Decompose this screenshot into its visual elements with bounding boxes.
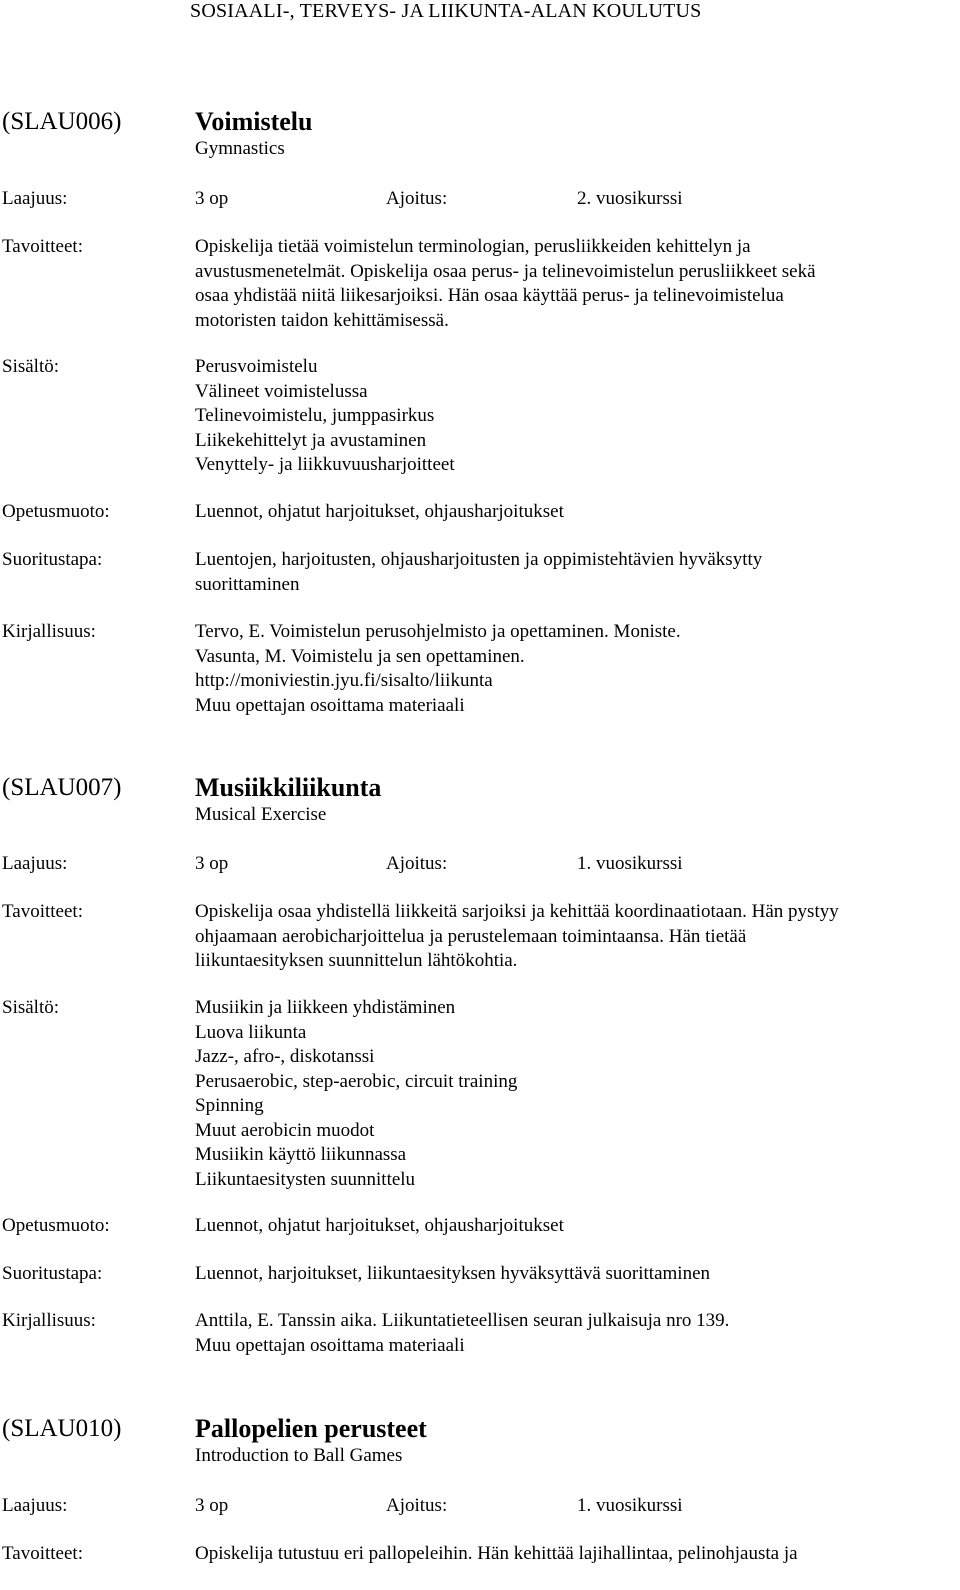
text-line: osaa yhdistää niitä liikesarjoiksi. Hän osaa käyttää perus- ja telinevoimistelua — [195, 285, 784, 306]
course-code: (SLAU006) — [2, 108, 122, 135]
literature-link[interactable]: http://moniviestin.jyu.fi/sisalto/liikunta — [195, 670, 493, 691]
laajuus-value: 3 op — [195, 853, 229, 874]
opetusmuoto-label: Opetusmuoto: — [2, 501, 110, 522]
suoritustapa-label: Suoritustapa: — [2, 549, 103, 570]
course-title: Pallopelien perusteet — [195, 1414, 427, 1443]
sisalto-list — [195, 355, 960, 478]
laajuus-label: Laajuus: — [2, 1495, 68, 1516]
course-subtitle: Musical Exercise — [195, 804, 327, 825]
list-item: Perusvoimistelu — [195, 356, 318, 377]
text-line: Opiskelija tutustuu eri pallopeleihin. Hän kehittää lajihallintaa, pelinohjausta ja — [195, 1543, 798, 1564]
literature-item: Vasunta, M. Voimistelu ja sen opettaminen. — [195, 645, 525, 667]
opetusmuoto-value: Luennot, ohjatut harjoitukset, ohjausharjoitukset — [195, 1215, 564, 1236]
tavoitteet-text — [195, 235, 960, 333]
ajoitus-label: Ajoitus: — [386, 188, 448, 209]
tavoitteet-label: Tavoitteet: — [2, 901, 83, 922]
text-line: Luennot, harjoitukset, liikuntaesityksen hyväksyttävä suorittaminen — [195, 1263, 711, 1284]
list-item: Musiikin käyttö liikunnassa — [195, 1144, 407, 1165]
tavoitteet-label: Tavoitteet: — [2, 236, 83, 257]
ajoitus-label: Ajoitus: — [386, 1495, 448, 1516]
sisalto-list — [195, 996, 960, 1192]
list-item: Liikekehittelyt ja avustaminen — [195, 429, 427, 451]
kirjallisuus-list — [195, 1309, 960, 1358]
kirjallisuus-label: Kirjallisuus: — [2, 1310, 96, 1331]
opetusmuoto-value: Luennot, ohjatut harjoitukset, ohjausharjoitukset — [195, 501, 564, 522]
ajoitus-value: 1. vuosikurssi — [577, 853, 683, 874]
course-title: Voimistelu — [195, 107, 313, 136]
list-item: Telinevoimistelu, jumppasirkus — [195, 405, 435, 426]
laajuus-label: Laajuus: — [2, 188, 68, 209]
text-line: ohjaamaan aerobicharjoittelua ja perustelemaan toimintaansa. Hän tietää — [195, 925, 747, 947]
opetusmuoto-label: Opetusmuoto: — [2, 1215, 110, 1236]
list-item: Spinning — [195, 1095, 264, 1116]
kirjallisuus-list — [195, 620, 960, 718]
sisalto-label: Sisältö: — [2, 356, 60, 377]
list-item: Luova liikunta — [195, 1021, 307, 1043]
list-item: Jazz-, afro-, diskotanssi — [195, 1046, 375, 1067]
literature-item: Tervo, E. Voimistelun perusohjelmisto ja opettaminen. Moniste. — [195, 621, 681, 642]
text-line: Opiskelija tietää voimistelun terminologian, perusliikkeiden kehittelyn ja — [195, 236, 751, 257]
kirjallisuus-label: Kirjallisuus: — [2, 621, 96, 642]
literature-item: Muu opettajan osoittama materiaali — [195, 1334, 465, 1356]
text-line: avustusmenetelmät. Opiskelija osaa perus- ja telinevoimistelun perusliikkeet sekä — [195, 260, 816, 282]
suoritustapa-text — [195, 548, 960, 597]
ajoitus-label: Ajoitus: — [386, 853, 448, 874]
laajuus-value: 3 op — [195, 1495, 229, 1516]
literature-item: Muu opettajan osoittama materiaali — [195, 694, 465, 716]
sisalto-label: Sisältö: — [2, 997, 60, 1018]
page-header: SOSIAALI-, TERVEYS- JA LIIKUNTA-ALAN KOULUTUS — [190, 0, 702, 22]
ajoitus-value: 2. vuosikurssi — [577, 188, 683, 209]
ajoitus-value: 1. vuosikurssi — [577, 1495, 683, 1516]
list-item: Välineet voimistelussa — [195, 380, 368, 402]
text-line: motoristen taidon kehittämisessä. — [195, 309, 449, 331]
literature-item: Anttila, E. Tanssin aika. Liikuntatieteellisen seuran julkaisuja nro 139. — [195, 1310, 730, 1331]
text-line: liikuntaesityksen suunnittelun lähtökohtia. — [195, 950, 518, 971]
list-item: Muut aerobicin muodot — [195, 1119, 375, 1141]
course-code: (SLAU010) — [2, 1415, 122, 1442]
course-title: Musiikkiliikunta — [195, 773, 382, 802]
tavoitteet-label: Tavoitteet: — [2, 1543, 83, 1564]
suoritustapa-text — [195, 1262, 960, 1287]
list-item: Liikuntaesitysten suunnittelu — [195, 1168, 416, 1190]
tavoitteet-text — [195, 1542, 960, 1567]
suoritustapa-label: Suoritustapa: — [2, 1263, 103, 1284]
list-item: Perusaerobic, step-aerobic, circuit training — [195, 1070, 518, 1092]
course-subtitle: Gymnastics — [195, 138, 285, 159]
text-line: Opiskelija osaa yhdistellä liikkeitä sarjoiksi ja kehittää koordinaatiotaan. Hän pystyy — [195, 901, 839, 922]
course-code: (SLAU007) — [2, 774, 122, 801]
text-line: suorittaminen — [195, 573, 300, 595]
list-item: Musiikin ja liikkeen yhdistäminen — [195, 997, 456, 1018]
text-line: Luentojen, harjoitusten, ohjausharjoitusten ja oppimistehtävien hyväksytty — [195, 549, 763, 570]
laajuus-value: 3 op — [195, 188, 229, 209]
list-item: Venyttely- ja liikkuvuusharjoitteet — [195, 454, 455, 475]
tavoitteet-text — [195, 900, 960, 974]
laajuus-label: Laajuus: — [2, 853, 68, 874]
course-subtitle: Introduction to Ball Games — [195, 1445, 403, 1466]
